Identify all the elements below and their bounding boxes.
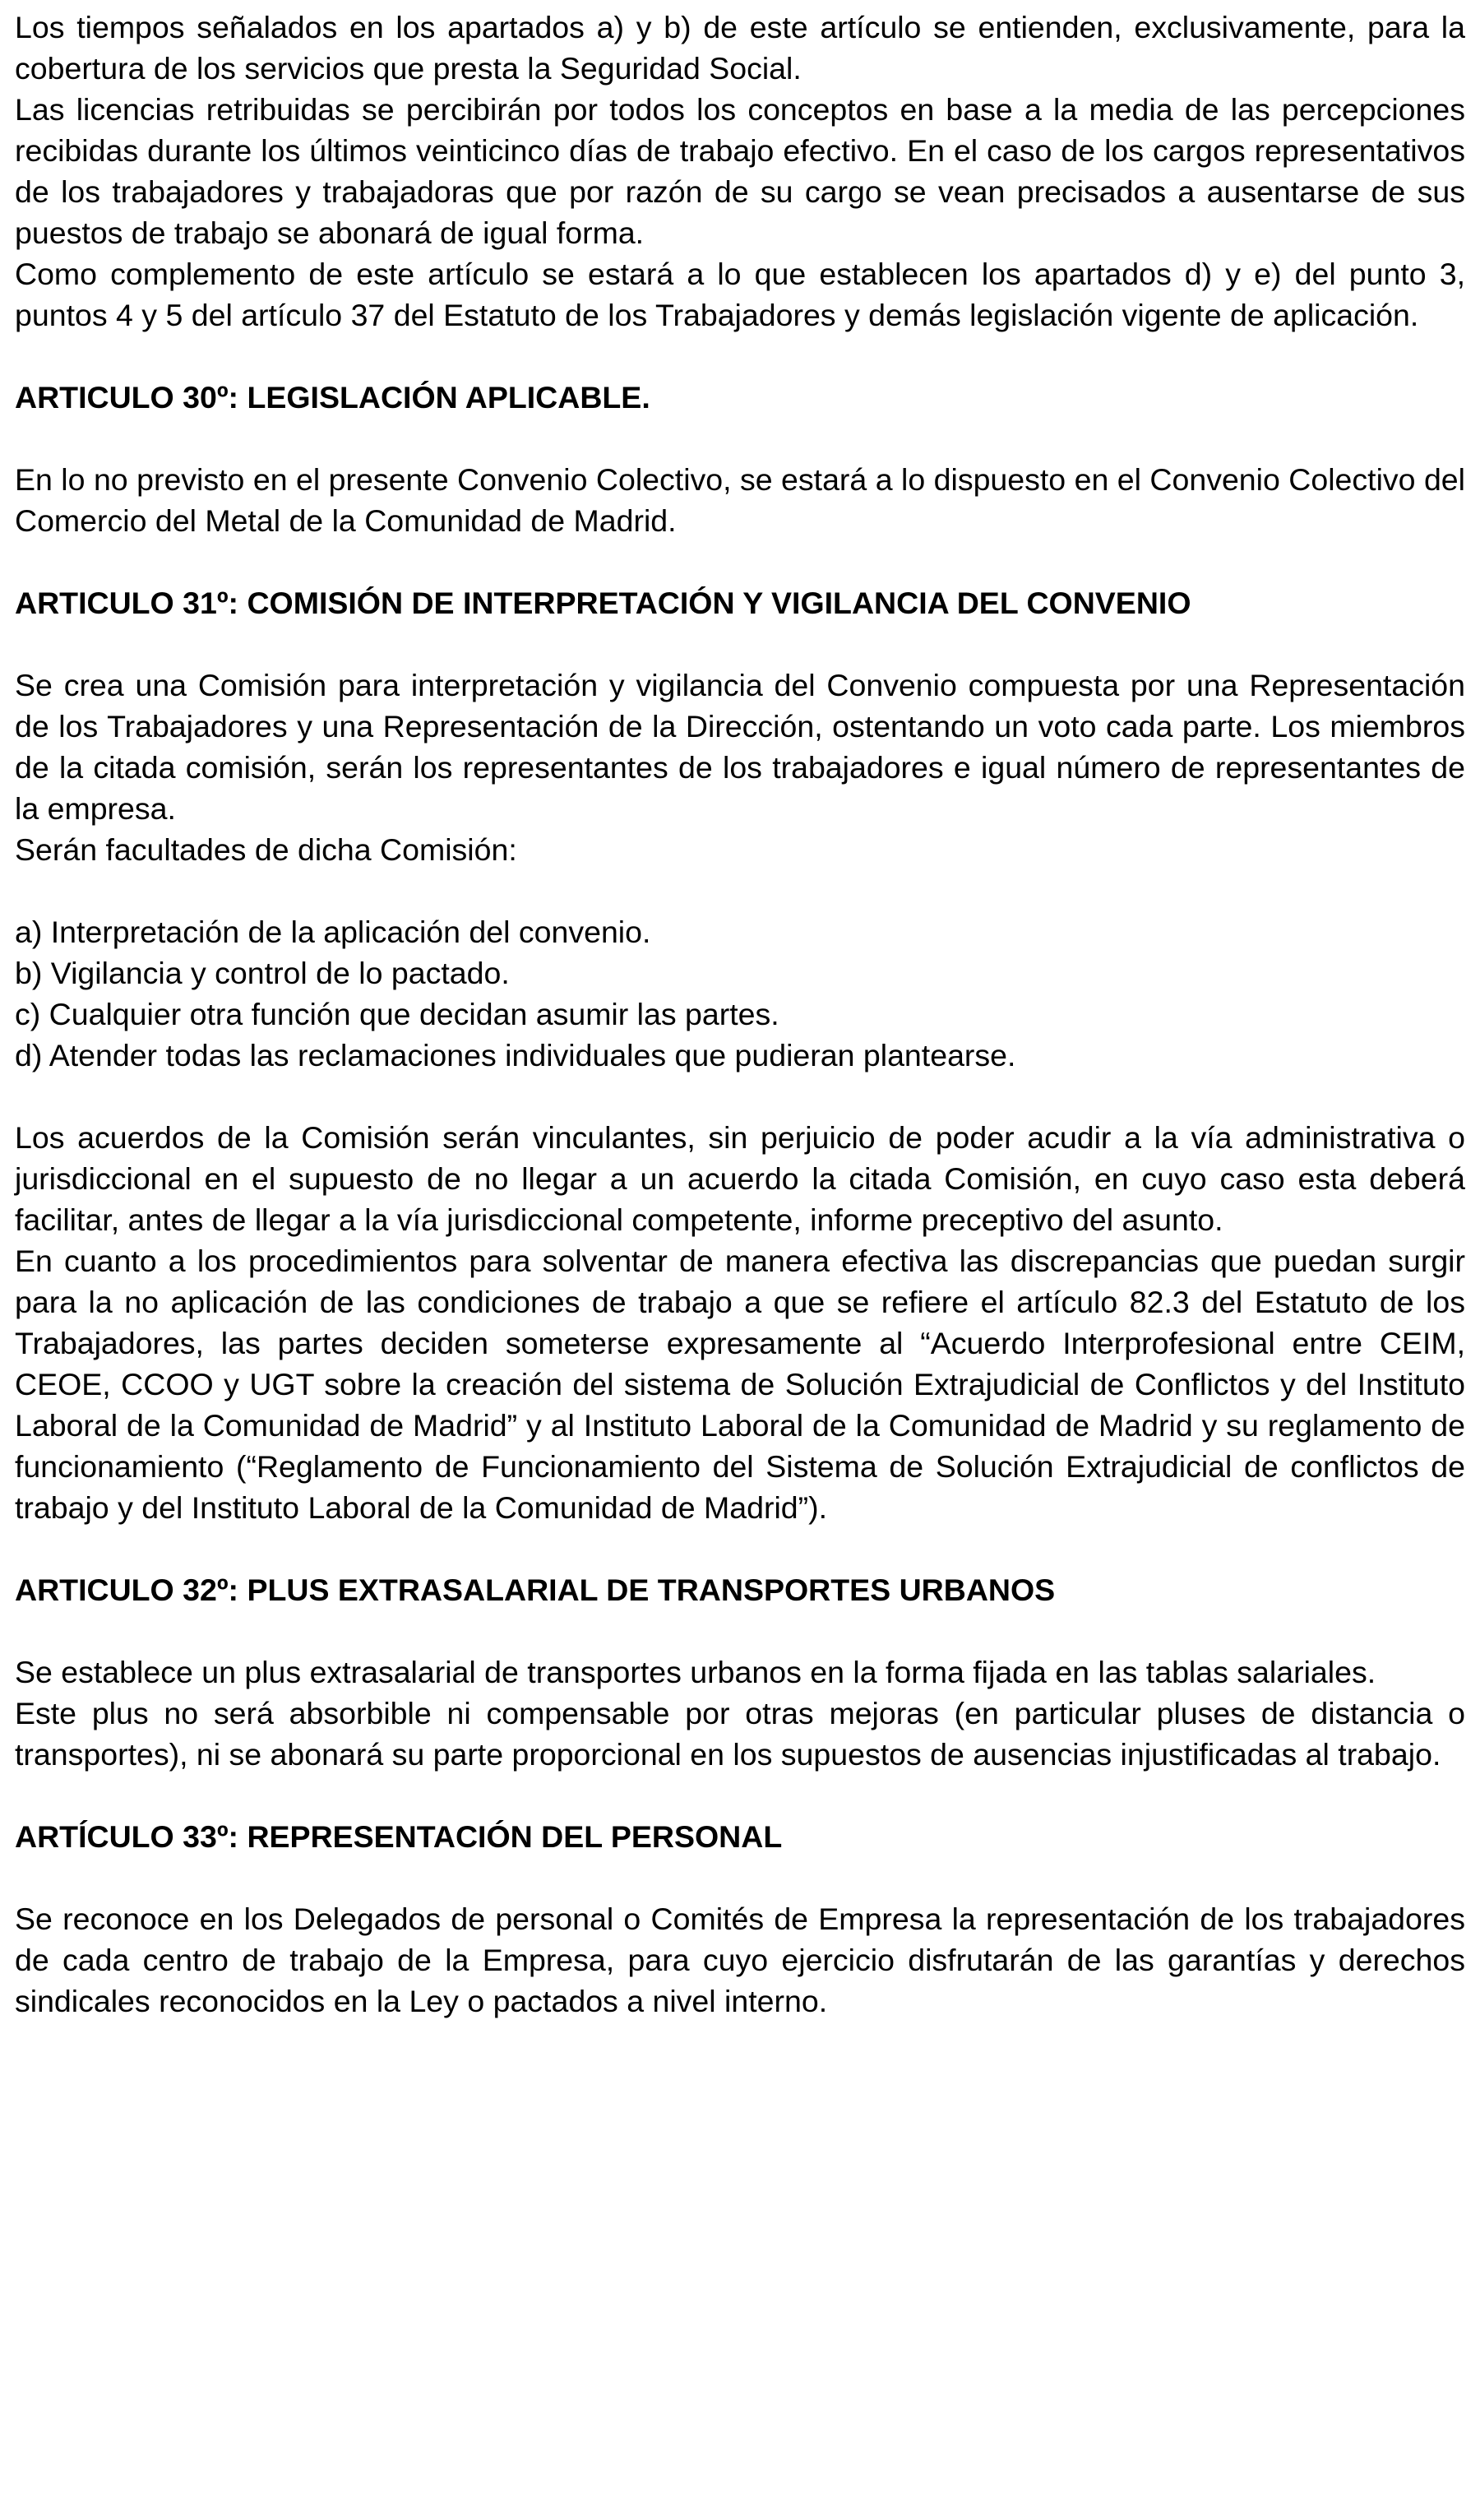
- document-page: [15, 7, 1465, 2022]
- paragraph: Como complemento de este artículo se estará a lo que establecen los apartados d) y e) del punto 3, puntos 4 y 5 del artículo 37 del Estatuto de los Trabajadores y demás legislación vigente de aplicación.: [15, 257, 1465, 332]
- paragraph: Este plus no será absorbible ni compensable por otras mejoras (en particular pluses de distancia o transportes), ni se abonará su parte proporcional en los supuestos de ausencias injustificadas al trabajo.: [15, 1696, 1465, 1772]
- spacer: [15, 1076, 1465, 1117]
- list-item: d) Atender todas las reclamaciones individuales que pudieran plantearse.: [15, 1038, 1016, 1072]
- list-item: b) Vigilancia y control de lo pactado.: [15, 956, 510, 990]
- paragraph: Serán facultades de dicha Comisión:: [15, 832, 517, 867]
- list-item: a) Interpretación de la aplicación del convenio.: [15, 915, 651, 949]
- article-30-heading: ARTICULO 30º: LEGISLACIÓN APLICABLE.: [15, 380, 650, 415]
- paragraph: Se establece un plus extrasalarial de transportes urbanos en la forma fijada en las tablas salariales.: [15, 1655, 1376, 1689]
- paragraph: Se reconoce en los Delegados de personal o Comités de Empresa la representación de los trabajadores de cada centro de trabajo de la Empresa, para cuyo ejercicio disfrutarán de las garantías y derechos sindicales reconocidos en la Ley o pactados a nivel interno.: [15, 1902, 1465, 2018]
- article-33-heading: ARTÍCULO 33º: REPRESENTACIÓN DEL PERSONAL: [15, 1819, 783, 1854]
- article-32-heading: ARTICULO 32º: PLUS EXTRASALARIAL DE TRANSPORTES URBANOS: [15, 1573, 1056, 1607]
- paragraph: En lo no previsto en el presente Convenio Colectivo, se estará a lo dispuesto en el Convenio Colectivo del Comercio del Metal de la Comunidad de Madrid.: [15, 462, 1465, 538]
- paragraph: Se crea una Comisión para interpretación y vigilancia del Convenio compuesta por una Representación de los Trabajadores y una Representación de la Dirección, ostentando un voto cada parte. Los miembros de la citada comisión, serán los representantes de los trabajadores e igual número de representantes de la empresa.: [15, 668, 1465, 826]
- list-item: c) Cualquier otra función que decidan asumir las partes.: [15, 997, 779, 1031]
- paragraph: Los tiempos señalados en los apartados a) y b) de este artículo se entienden, exclusivamente, para la cobertura de los servicios que presta la Seguridad Social.: [15, 10, 1465, 86]
- paragraph: Los acuerdos de la Comisión serán vinculantes, sin perjuicio de poder acudir a la vía administrativa o jurisdiccional en el supuesto de no llegar a un acuerdo la citada Comisión, en cuyo caso esta deberá facilitar, antes de llegar a la vía jurisdiccional competente, informe preceptivo del asunto.: [15, 1120, 1465, 1237]
- paragraph: Las licencias retribuidas se percibirán por todos los conceptos en base a la media de las percepciones recibidas durante los últimos veinticinco días de trabajo efectivo. En el caso de los cargos representativos de los trabajadores y trabajadoras que por razón de su cargo se vean precisados a ausentarse de sus puestos de trabajo se abonará de igual forma.: [15, 92, 1465, 250]
- paragraph: En cuanto a los procedimientos para solventar de manera efectiva las discrepancias que puedan surgir para la no aplicación de las condiciones de trabajo a que se refiere el artículo 82.3 del Estatuto de los Trabajadores, las partes deciden someterse expresamente al “Acuerdo Interprofesional entre CEIM, CEOE, CCOO y UGT sobre la creación del sistema de Solución Extrajudicial de Conflictos y del Instituto Laboral de la Comunidad de Madrid” y al Instituto Laboral de la Comunidad de Madrid y su reglamento de funcionamiento (“Reglamento de Funcionamiento del Sistema de Solución Extrajudicial de conflictos de trabajo y del Instituto Laboral de la Comunidad de Madrid”).: [15, 1244, 1465, 1525]
- spacer: [15, 870, 1465, 911]
- article-31-heading: ARTICULO 31º: COMISIÓN DE INTERPRETACIÓN Y VIGILANCIA DEL CONVENIO: [15, 586, 1191, 620]
